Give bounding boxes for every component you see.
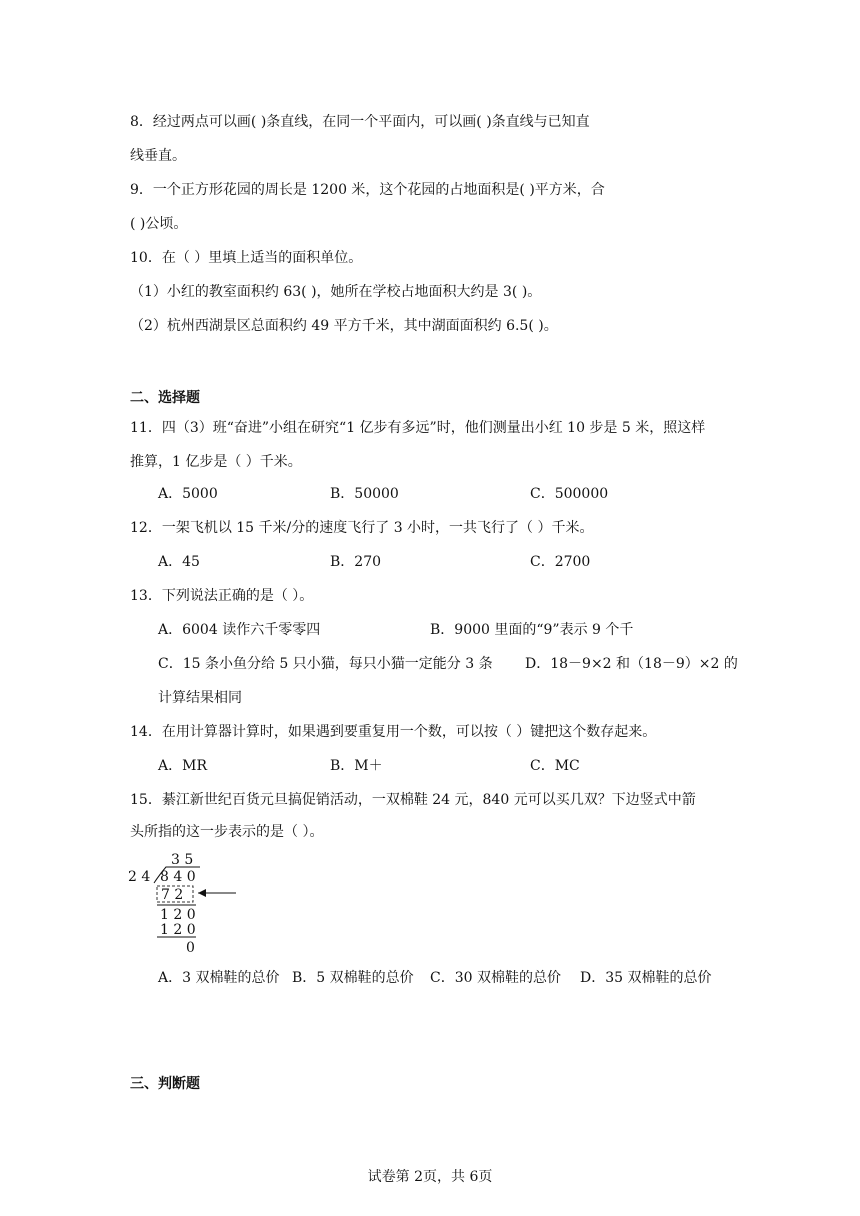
- section2-title: 二、选择题: [130, 390, 200, 406]
- q9-line2: ( )公顷。: [130, 216, 188, 232]
- division-divisor: 2 4: [128, 869, 151, 885]
- q14-option-b: B．M＋: [330, 758, 383, 774]
- q9-line1: 9．一个正方形花园的周长是 1200 米，这个花园的占地面积是( )平方米，合: [130, 182, 605, 198]
- q12-option-c: C．2700: [530, 554, 591, 570]
- q14-line1: 14．在用计算器计算时，如果遇到要重复用一个数，可以按（ ）键把这个数存起来。: [130, 724, 657, 740]
- section3-title: 三、判断题: [130, 1076, 200, 1092]
- q11-line1: 11．四（3）班“奋进”小组在研究“1 亿步有多远”时，他们测量出小红 10 步是 5 米，照这样: [130, 420, 706, 436]
- q15-option-d: D．35 双棉鞋的总价: [580, 970, 712, 986]
- q15-line2: 头所指的这一步表示的是（ ）。: [130, 824, 324, 840]
- q10-line1: 10．在（ ）里填上适当的面积单位。: [130, 250, 363, 266]
- q13-line1: 13．下列说法正确的是（ ）。: [130, 588, 314, 604]
- q12-option-a: A．45: [158, 554, 200, 570]
- division-quotient: 3 5: [171, 852, 194, 868]
- division-step1: 7 2: [161, 887, 184, 903]
- q11-option-c: C．500000: [530, 486, 609, 502]
- q13-option-d: D．18－9×2 和（18－9）×2 的: [525, 656, 738, 672]
- division-step2: 1 2 0: [160, 907, 196, 923]
- division-dividend: 8 4 0: [160, 869, 196, 885]
- q13-option-a: A．6004 读作六千零零四: [158, 622, 321, 638]
- q15-option-c: C．30 双棉鞋的总价: [430, 970, 561, 986]
- arrow-head-icon: [198, 889, 206, 897]
- q14-option-c: C．MC: [530, 758, 580, 774]
- q12-option-b: B．270: [330, 554, 382, 570]
- q11-line2: 推算，1 亿步是（ ）千米。: [130, 454, 302, 470]
- page-footer: 试卷第 2页，共 6页: [367, 1169, 493, 1185]
- q14-option-a: A．MR: [158, 758, 207, 774]
- q8-line1: 8．经过两点可以画( )条直线，在同一个平面内，可以画( )条直线与已知直: [130, 114, 590, 130]
- division-remainder: 0: [186, 940, 195, 956]
- q13-option-b: B．9000 里面的“9”表示 9 个千: [430, 622, 634, 638]
- q10-sub1: （1）小红的教室面积约 63( )，她所在学校占地面积大约是 3( )。: [130, 284, 542, 300]
- q11-option-b: B．50000: [330, 486, 399, 502]
- q15-line1: 15．綦江新世纪百货元旦搞促销活动，一双棉鞋 24 元，840 元可以买几双？下边竖式中箭: [130, 792, 696, 808]
- q8-line2: 线垂直。: [130, 148, 186, 164]
- division-step3: 1 2 0: [160, 922, 196, 938]
- q15-option-a: A．3 双棉鞋的总价: [158, 970, 280, 986]
- q11-option-a: A．5000: [158, 486, 218, 502]
- q10-sub2: （2）杭州西湖景区总面积约 49 平方千米，其中湖面面积约 6.5( )。: [130, 318, 558, 334]
- q13-option-d-cont: 计算结果相同: [158, 690, 242, 706]
- q15-option-b: B．5 双棉鞋的总价: [292, 970, 414, 986]
- long-division-figure: [128, 848, 258, 960]
- q12-line1: 12．一架飞机以 15 千米/分的速度飞行了 3 小时，一共飞行了（ ）千米。: [130, 520, 594, 536]
- q13-option-c: C．15 条小鱼分给 5 只小猫，每只小猫一定能分 3 条: [158, 656, 493, 672]
